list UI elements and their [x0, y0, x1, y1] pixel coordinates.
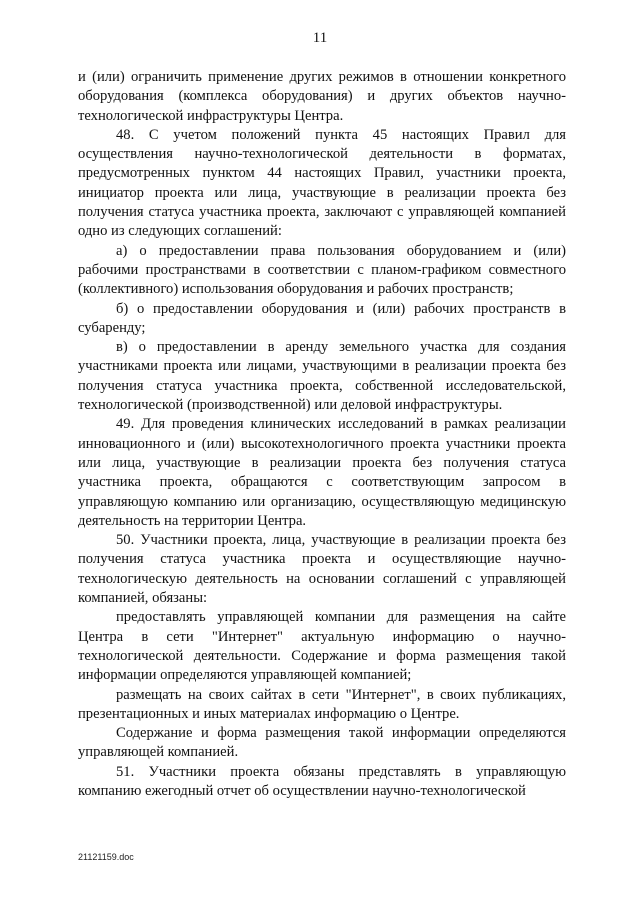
- paragraph-49: 49. Для проведения клинических исследований в рамках реализации инновационного и (или) высокотехнологичного проекта участники проекта или лица, участвующие в реализации проекта без получения статуса участника проекта, обращаются с соответствующим запросом в управляющую компанию или организацию, осуществляющую медицинскую деятельность на территории Центра.: [78, 416, 566, 529]
- paragraph-50: 50. Участники проекта, лица, участвующие в реализации проекта без получения статуса участника проекта и осуществляющие научно-технологическую деятельность на основании соглашений с управляющей компанией, обязаны:: [78, 532, 566, 607]
- paragraph-48-b: б) о предоставлении оборудования и (или) рабочих пространств в субаренду;: [78, 300, 566, 336]
- paragraph-51: 51. Участники проекта обязаны представлять в управляющую компанию ежегодный отчет об осуществлении научно-технологической: [78, 763, 566, 799]
- document-body: [78, 68, 566, 801]
- paragraph-48: 48. С учетом положений пункта 45 настоящих Правил для осуществления научно-технологической деятельности в форматах, предусмотренных пунктом 44 настоящих Правил, участники проекта, инициатор проекта или лица, участвующие в реализации проекта без получения статуса участника проекта, заключают с управляющей компанией одно из следующих соглашений:: [78, 126, 566, 240]
- paragraph-continuation: и (или) ограничить применение других режимов в отношении конкретного оборудования (комплекса оборудования) и других объектов научно-технологической инфраструктуры Центра.: [78, 69, 566, 124]
- paragraph-50-note: Содержание и форма размещения такой информации определяются управляющей компанией.: [78, 725, 566, 761]
- page-number: 11: [312, 30, 328, 46]
- paragraph-48-v: в) о предоставлении в аренду земельного участка для создания участниками проекта или лицами, участвующими в реализации проекта без получения статуса участника проекта, собственной исследовательской, технологической (производственной) или деловой инфраструктуры.: [78, 339, 566, 414]
- paragraph-50-obligation-2: размещать на своих сайтах в сети "Интернет", в своих публикациях, презентационных и иных материалах информацию о Центре.: [78, 686, 566, 722]
- paragraph-48-a: а) о предоставлении права пользования оборудованием и (или) рабочими пространствами в соответствии с планом-графиком совместного (коллективного) использования оборудования и рабочих пространств;: [78, 242, 566, 298]
- footer-filename: 21121159.doc: [78, 852, 134, 862]
- paragraph-50-obligation-1: предоставлять управляющей компании для размещения на сайте Центра в сети "Интернет" актуальную информацию о научно-технологической деятельности. Содержание и форма размещения такой информации определяются управляющей компанией;: [78, 609, 566, 684]
